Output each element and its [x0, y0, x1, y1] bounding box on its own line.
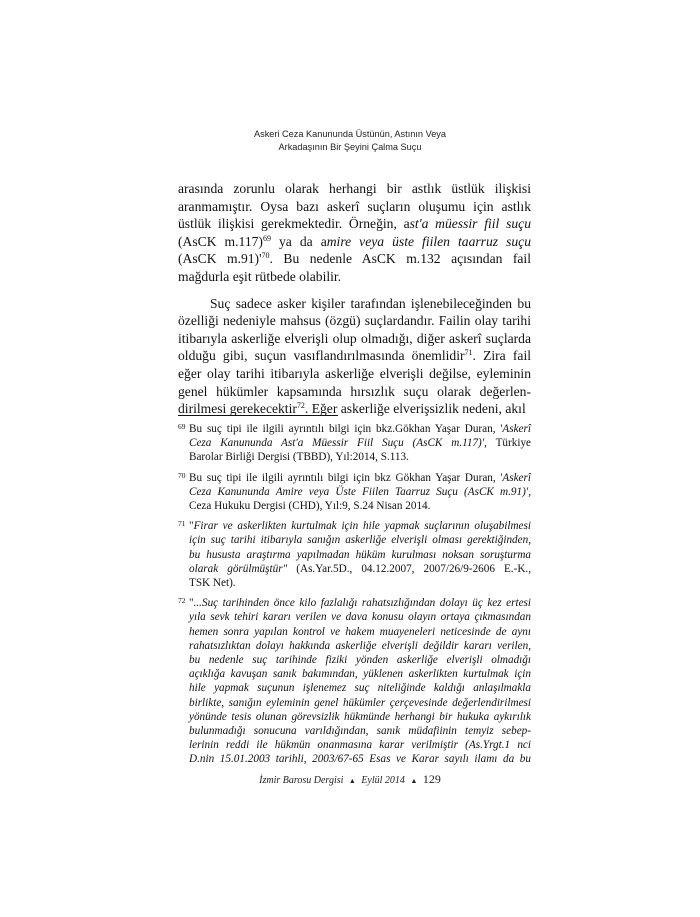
text-segment: . Zira fail	[472, 348, 531, 364]
footnote-reference[interactable]: 69	[262, 233, 271, 243]
header-line-1: Askeri Ceza Kanununda Üstünün, Astının Veya	[253, 129, 447, 139]
text-line	[189, 548, 531, 562]
footnote	[178, 422, 531, 465]
text-segment: birlikte, sanığın eyleminin genel hükümler çerçevesinde değerlendirilmesi	[189, 696, 531, 709]
text-segment: (As.Yar.5D., 04.12.2007, 2007/26/9-2606 E.-K.,	[287, 562, 531, 575]
text-segment: olduğu gibi, suçun vasıflandırılmasında önemlidir	[178, 348, 465, 364]
text-segment: . Eğer askerliğe elverişsizlik nedeni, akıl	[304, 401, 526, 417]
issue-date: Eylül 2014	[361, 775, 405, 786]
text-line	[189, 625, 531, 639]
separator-icon: ▲	[410, 777, 418, 785]
footnote-number: 69	[178, 422, 186, 431]
text-line	[189, 562, 531, 576]
text-line	[189, 533, 531, 547]
text-segment: TSK Net).	[189, 577, 236, 590]
footnote-number: 71	[178, 519, 186, 529]
text-segment: hile yapmak suçunun işlenemez suç niteliğinde kaldığı anlaşılmakla	[189, 682, 531, 695]
text-line	[178, 347, 531, 365]
text-segment: ya da a	[270, 233, 327, 249]
separator-icon: ▲	[348, 777, 356, 785]
text-line	[178, 383, 531, 401]
text-segment: Bu suç tipi ile ilgili ayrıntılı bilgi için bkz Gökhan Yaşar Duran, '	[189, 471, 503, 484]
text-line	[189, 576, 531, 590]
text-segment: mağdurla eşit rütbede olabilir.	[178, 268, 342, 284]
text-segment: üstlük ilişkisi gerekmektedir. Örneğin, a	[178, 216, 410, 232]
text-line	[189, 422, 531, 436]
journal-name: İzmir Barosu Dergisi	[259, 775, 344, 786]
text-segment: Suç sadece asker kişiler tarafından işlenebileceğinden bu	[210, 295, 531, 311]
text-segment: arasında zorunlu olarak herhangi bir astlık üstlük ilişkisi	[178, 181, 531, 196]
text-line	[189, 653, 531, 667]
text-segment: "	[189, 520, 194, 533]
text-line	[189, 752, 531, 766]
text-line	[178, 250, 531, 268]
text-segment: Ceza Kanununda Ast'a Müessir Fiil Suçu (AsCK m.117)'	[189, 437, 485, 450]
text-segment: , Türkiye	[484, 437, 532, 450]
text-segment: ...Suç tarihinden önce kilo fazlalığı rahatsızlığından dolayı üç kez ertesi	[193, 597, 531, 610]
text-line	[189, 610, 531, 624]
text-segment: . Bu nedenle AsCK m.132 açısından fail	[269, 251, 531, 267]
text-segment: açıklığa kavuşan sanık bakımından, yüklenen askerlikten kurtulmak için	[189, 668, 531, 681]
text-segment: genel hükümler kapsamında hırsızlık suçu olarak değerlen-	[178, 383, 531, 399]
footnote-divider	[178, 415, 338, 416]
text-segment: (AsCK m.117)	[178, 233, 263, 249]
text-segment: "	[189, 597, 194, 610]
text-segment: ,	[528, 485, 531, 498]
footnote-number: 72	[178, 596, 186, 606]
text-line	[189, 596, 531, 610]
text-line	[189, 450, 531, 464]
footnote-number: 70	[178, 470, 186, 480]
text-line	[178, 215, 531, 233]
footnote	[178, 519, 531, 590]
text-line	[178, 330, 531, 348]
header-line-2: Arkadaşının Bir Şeyini Çalma Suçu	[278, 142, 422, 152]
page-footer	[0, 772, 700, 787]
text-line	[189, 485, 531, 499]
text-segment: Ceza Hukuku Dergisi (CHD), Yıl:9, S.24 Nisan 2014.	[189, 500, 431, 513]
text-segment: aranmamıştır. Oysa bazı askerî suçların oluşumu için astlık	[178, 198, 531, 214]
footnote	[178, 596, 531, 766]
text-segment: Askerî	[502, 423, 531, 435]
text-line	[178, 180, 531, 198]
text-line	[189, 436, 531, 450]
page-number: 129	[422, 772, 441, 786]
text-line	[189, 519, 531, 533]
footnote-reference[interactable]: 70	[261, 251, 270, 261]
text-segment: özelliği nedeniyle mahsus (özgü) suçlardandır. Failin olay tarihi	[178, 313, 531, 329]
paragraph	[178, 180, 531, 286]
text-segment: eğer olay tarihi itibarıyla askerliğe elverişli değilse, eyleminin	[178, 365, 531, 381]
text-segment: D.nin 15.01.2003 tarihli, 2003/67-65 Esas ve Karar sayılı ilamı da bu	[189, 753, 531, 766]
footnote-reference[interactable]: 71	[464, 348, 473, 358]
text-segment: bulunmadığı sonucuna varıldığından, sanık müdafiinin temyiz sebep-	[189, 725, 531, 738]
text-line	[189, 639, 531, 653]
footnotes	[178, 422, 531, 773]
text-segment: Barolar Birliği Dergisi (TBBD), Yıl:2014, S.113.	[189, 451, 409, 464]
text-line	[189, 681, 531, 695]
text-segment: bu nedenle suç tarihinde fiziki yönden askerliğe elverişli olmadığı	[189, 654, 531, 667]
text-line	[189, 696, 531, 710]
text-line	[189, 710, 531, 724]
text-line	[189, 667, 531, 681]
text-segment: Askerî	[502, 471, 531, 484]
text-segment: mire veya üste fiilen taarruz suçu	[326, 233, 531, 249]
text-segment: Bu suç tipi ile ilgili ayrıntılı bilgi için bkz.Gökhan Yaşar Duran, '	[189, 423, 503, 435]
text-segment: dirilmesi gerekecektir	[178, 401, 297, 417]
text-line	[178, 233, 531, 251]
text-segment: Firar ve askerlikten kurtulmak için hile yapmak suçlarının oluşabilmesi	[193, 520, 531, 533]
text-segment: Ceza Kanununda Amire veya Üste Fiilen Taarruz Suçu (AsCK m.91)'	[189, 485, 529, 498]
text-line	[178, 312, 531, 330]
footnote	[178, 471, 531, 514]
text-segment: yönünde tesis olunan görevsizlik hükmünde herhangi bir hukuka aykırılık	[189, 710, 531, 723]
text-line	[178, 268, 531, 286]
text-line	[178, 198, 531, 216]
text-line	[189, 724, 531, 738]
body-text	[178, 180, 531, 427]
text-line	[189, 738, 531, 752]
running-header	[0, 128, 700, 154]
footnote-reference[interactable]: 72	[296, 401, 305, 411]
text-segment: için suç tarihi itibarıyla sanığın askerliğe elverişli olması gerektiğinden,	[189, 534, 531, 547]
text-segment: yıla sevk tehiri kararı verilen ve dava konusu olayın ortaya çıkmasından	[189, 611, 531, 624]
text-segment: bu hususta araştırma yapılmadan hüküm kurulması noksan soruşturma	[189, 548, 531, 561]
text-segment: (AsCK m.91)'	[178, 251, 262, 267]
text-line	[178, 365, 531, 383]
text-segment: hemen sonra yapılan kontrol ve hakem muayeneleri neticesinde de aynı	[189, 625, 531, 638]
text-segment: olarak görülmüştür"	[189, 562, 288, 575]
text-segment: st'a müessir fiil suçu	[409, 216, 531, 232]
text-segment: lerinin reddi ile hükmün onanmasına karar verilmiştir (As.Yrgt.1 nci	[189, 739, 531, 752]
text-line	[178, 295, 531, 313]
text-line	[189, 499, 531, 513]
text-segment: itibarıyla askerliğe elverişli olup olmadığı, diğer askerî suçlarda	[178, 330, 531, 346]
text-segment: rahatsızlıktan dolayı hakkında askerliğe elverişli değildir kararı verilen,	[189, 639, 531, 652]
text-line	[189, 471, 531, 485]
paragraph	[178, 295, 531, 418]
